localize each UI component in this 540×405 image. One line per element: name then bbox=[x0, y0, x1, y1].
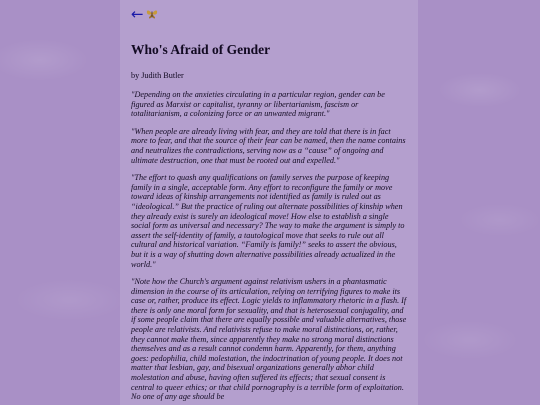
back-link[interactable]: ← bbox=[131, 4, 144, 23]
quote-paragraph: "When people are already living with fear, and they are told that there is in fact more to fear, and that the source of their fear can be named, then the name contains and neutralizes the contradictions, serving now as a “cause” of ongoing and ultimate destruction, one that must be rooted out and expelled." bbox=[131, 126, 406, 165]
quote-paragraph: "Depending on the anxieties circulating in a particular region, gender can be figured as Marxist or capitalist, tyranny or libertarianism, fascism or totalitarianism, a colonizing force or an unwanted migrant." bbox=[131, 90, 385, 119]
butterfly-icon[interactable] bbox=[146, 9, 158, 19]
page-title: Who's Afraid of Gender bbox=[131, 42, 271, 57]
quote-paragraph: "The effort to quash any qualifications on family serves the purpose of keeping family in a single, acceptable form. Any effort to reconfigure the family or move toward ideas of kinship arrangements not identified as family is ruled out as “ideological.” But the practice of ruling out alternate possibilities of kinship when they already exist is surely an ideological move! How else to establish a single social form as universal and necessary? The way to make the argument is simply to assert the self-identity of family, a tautological move that seeks to rule out all cultural and historical variation. “Family is family!” seeks to assert the obvious, but it is a way of shutting down alternative possibilities already actualized in the world." bbox=[131, 173, 405, 269]
article-container bbox=[131, 6, 409, 402]
author-line: by Judith Butler bbox=[131, 71, 184, 80]
top-nav bbox=[131, 6, 409, 22]
quote-paragraph: "Note how the Church's argument against relativism ushers in a phantasmatic dimension in the course of its articulation, relying on terrifying figures to make its case or, rather, produce its effect. Logic yields to inflammatory rhetoric in a flash. If there is only one moral form for sexuality, and that is heterosexual conjugality, and if some people claim that there are equally possible and valuable alternatives, those people are relativists. And relativists refuse to make moral distinctions, or, rather, they cannot make them, since apparently they make no strong moral distinctions themselves and as a result cannot condemn harm. Apparently, for them, anything goes: pedophilia, child molestation, the indoctrination of young people. It does not matter that lesbian, gay, and bisexual organizations generally abhor child molestation and abuse, having often suffered its effects; that sexual consent is central to queer ethics; or that child pornography is a terrible form of exploitation. No one of any age should be bbox=[131, 277, 407, 402]
